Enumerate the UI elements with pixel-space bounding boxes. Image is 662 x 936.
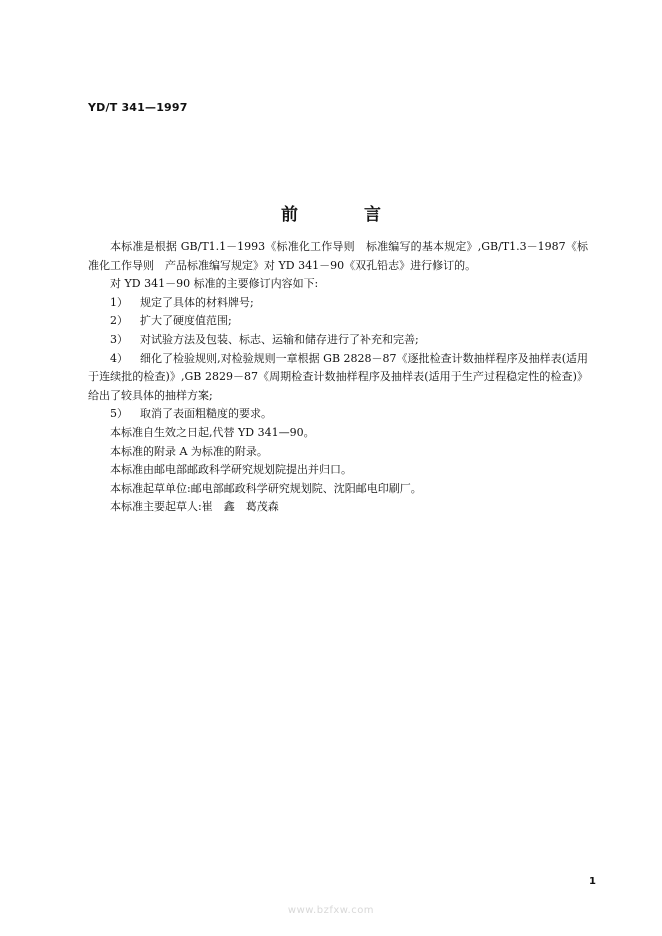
- section-title: 前 言: [281, 205, 411, 225]
- list-item-number: 4）: [110, 351, 128, 365]
- list-item-number: 5）: [110, 407, 128, 421]
- paragraph: [88, 238, 588, 275]
- list-item-text: 取消了表面粗糙度的要求。: [140, 407, 272, 421]
- list-item-text: 规定了具体的材料牌号;: [140, 295, 254, 309]
- watermark: www.bzfxw.com: [287, 905, 375, 916]
- foreword-body: [88, 238, 588, 517]
- paragraph-text: 本标准是根据 GB/T1.1－1993《标准化工作导则 标准编写的基本规定》,GB/T1.3－1987《标准化工作导则 产品标准编写规定》对 YD 341－90《双孔铅志》进行修订的。: [88, 240, 588, 272]
- paragraph-text: 本标准主要起草人:崔 鑫 葛茂森: [110, 500, 279, 514]
- list-item-number: 2）: [110, 314, 128, 328]
- paragraph-text: 本标准起草单位:邮电部邮政科学研究规划院、沈阳邮电印刷厂。: [110, 481, 422, 495]
- paragraph: [88, 275, 588, 294]
- paragraph-text: 本标准由邮电部邮政科学研究规划院提出并归口。: [110, 463, 352, 477]
- list-item: [88, 331, 588, 350]
- page-number: 1: [589, 876, 596, 887]
- paragraph-text: 本标准自生效之日起,代替 YD 341—90。: [110, 425, 315, 439]
- paragraph: [88, 498, 588, 517]
- paragraph: [88, 424, 588, 443]
- list-item-text: 对试验方法及包装、标志、运输和储存进行了补充和完善;: [140, 332, 419, 346]
- list-item-text: 细化了检验规则,对检验规则一章根据 GB 2828－87《逐批检查计数抽样程序及抽样表(适用于连续批的检查)》,GB 2829－87《周期检查计数抽样程序及抽样表(适用于生产过程稳定性的检查)》给出了较具体的抽样方案;: [88, 351, 588, 402]
- list-item-text: 扩大了硬度值范围;: [140, 314, 232, 328]
- list-item-number: 1）: [110, 295, 128, 309]
- list-item-number: 3）: [110, 332, 128, 346]
- standard-code: YD/T 341—1997: [88, 101, 188, 114]
- paragraph: [88, 443, 588, 462]
- list-item: [88, 405, 588, 424]
- paragraph: [88, 480, 588, 499]
- paragraph: [88, 461, 588, 480]
- paragraph-text: 对 YD 341－90 标准的主要修订内容如下:: [110, 277, 319, 291]
- list-item: [88, 350, 588, 406]
- list-item: [88, 294, 588, 313]
- paragraph-text: 本标准的附录 A 为标准的附录。: [110, 444, 268, 458]
- list-item: [88, 312, 588, 331]
